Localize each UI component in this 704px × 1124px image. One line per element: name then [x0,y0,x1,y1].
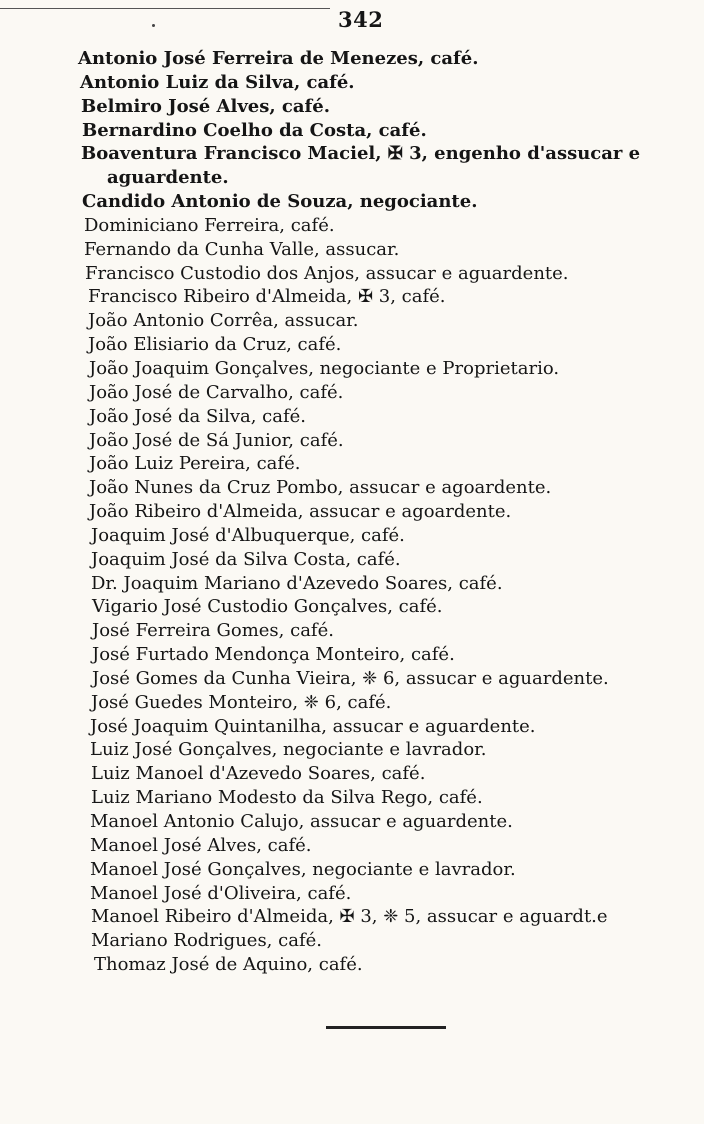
list-item [0,309,704,333]
entry-continuation [0,166,704,190]
list-item [0,572,704,596]
entry-text: João José de Carvalho, café. [89,381,344,403]
list-item [0,667,704,691]
list-item [0,905,704,929]
list-item [0,476,704,500]
bottom-rule [326,1026,446,1029]
entry-text: Luiz Mariano Modesto da Silva Rego, café. [91,787,483,809]
entry-text: Francisco Ribeiro d'Almeida, ✠ 3, café. [88,286,446,308]
list-item [0,810,704,834]
entry-text: Belmiro José Alves, café. [81,95,330,117]
entry-text: Manoel José d'Oliveira, café. [90,882,352,904]
speck [152,24,155,27]
entry-text: João Antonio Corrêa, assucar. [88,310,359,332]
entry-text: Manoel Ribeiro d'Almeida, ✠ 3, ❈ 5, assucar e aguardt.e [91,906,608,928]
entry-text: Bernardino Coelho da Costa, café. [82,119,427,141]
top-rule [0,8,330,9]
list-item [0,262,704,286]
entry-text: Candido Antonio de Souza, negociante. [82,191,478,213]
list-item [0,786,704,810]
list-item [0,643,704,667]
list-item [0,762,704,786]
list-item [0,47,704,71]
entry-text: Mariano Rodrigues, café. [91,930,322,952]
list-item [0,619,704,643]
entry-text: Boaventura Francisco Maciel, ✠ 3, engenho d'assucar e [81,143,641,165]
entry-text: aguardente. [107,167,229,189]
entry-text: Fernando da Cunha Valle, assucar. [84,238,400,260]
entry-text: José Gomes da Cunha Vieira, ❈ 6, assucar e aguardente. [92,667,609,689]
list-item [0,595,704,619]
list-item [0,882,704,906]
list-item [0,285,704,309]
list-item [0,381,704,405]
entry-text: Vigario José Custodio Gonçalves, café. [92,596,443,618]
list-item [0,858,704,882]
entry-text: José Joaquim Quintanilha, assucar e aguardente. [90,715,536,737]
entry-text: João José da Silva, café. [89,405,307,427]
entry-text: Dominiciano Ferreira, café. [84,214,335,236]
entry-text: Manoel José Gonçalves, negociante e lavrador. [90,858,516,880]
entry-text: Joaquim José da Silva Costa, café. [91,548,401,570]
list-item [0,333,704,357]
entry-text: Antonio Luiz da Silva, café. [80,71,355,93]
list-item [0,357,704,381]
entry-text: Luiz Manoel d'Azevedo Soares, café. [91,763,426,785]
page-number: 342 [338,7,384,32]
entry-text: José Furtado Mendonça Monteiro, café. [92,644,455,666]
entry-text: Antonio José Ferreira de Menezes, café. [78,48,479,69]
list-item [0,71,704,95]
list-item [0,142,704,166]
list-item [0,452,704,476]
entry-text: Luiz José Gonçalves, negociante e lavrador. [90,739,487,761]
list-item [0,190,704,214]
list-item [0,953,704,977]
entry-text: João Elisiario da Cruz, café. [88,334,342,356]
list-item [0,119,704,143]
list-item [0,548,704,572]
list-item [0,500,704,524]
list-item [0,214,704,238]
entry-text: Dr. Joaquim Mariano d'Azevedo Soares, café. [91,572,503,594]
list-item [0,738,704,762]
entry-text: João Ribeiro d'Almeida, assucar e agoardente. [89,501,512,523]
entry-text: José Guedes Monteiro, ❈ 6, café. [91,691,392,713]
list-item [0,929,704,953]
entry-text: Thomaz José de Aquino, café. [94,954,363,976]
entry-text: Joaquim José d'Albuquerque, café. [91,524,405,546]
list-item [0,715,704,739]
list-item [0,691,704,715]
entry-text: José Ferreira Gomes, café. [92,620,334,642]
entry-text: Manoel Antonio Calujo, assucar e aguardente. [90,811,513,832]
entry-text: João Luiz Pereira, café. [89,453,301,475]
list-item [0,834,704,858]
list-item [0,405,704,429]
entry-text: João José de Sá Junior, café. [89,429,344,451]
entry-text: Manoel José Alves, café. [90,834,312,856]
list-item [0,238,704,262]
entry-text: João Joaquim Gonçalves, negociante e Proprietario. [89,357,560,379]
list-item [0,429,704,453]
list-item [0,95,704,119]
list-item [0,524,704,548]
entry-text: João Nunes da Cruz Pombo, assucar e agoardente. [89,477,552,499]
entry-text: Francisco Custodio dos Anjos, assucar e aguardente. [85,262,569,284]
entry-list [0,47,704,977]
